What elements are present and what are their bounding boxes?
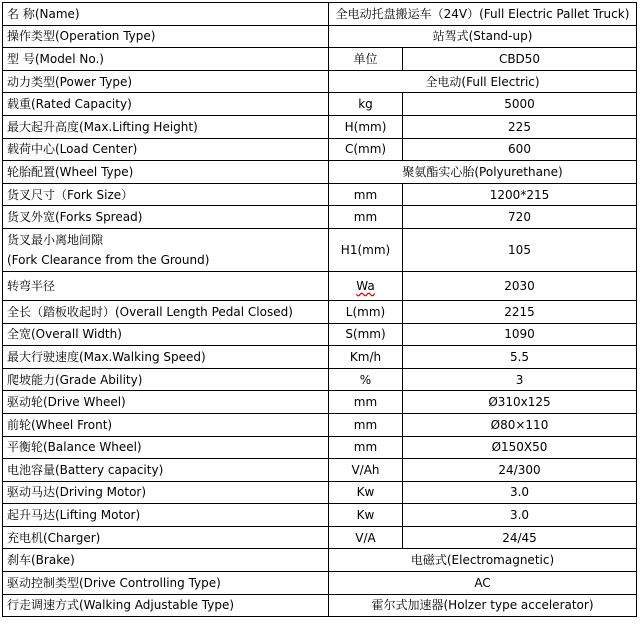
table-row [3, 436, 637, 459]
row-unit: S(mm) [329, 323, 403, 346]
table-row [3, 368, 637, 391]
row-label: 最大行驶速度(Max.Walking Speed) [3, 346, 329, 369]
row-label-line2: (Fork Clearance from the Ground) [7, 252, 210, 267]
row-label: 驱动马达(Driving Motor) [3, 481, 329, 504]
row-unit: V/Ah [329, 459, 403, 482]
row-value: 2215 [403, 300, 637, 323]
table-row [3, 93, 637, 116]
table-row [3, 346, 637, 369]
row-label: 型 号(Model No.) [3, 48, 329, 71]
row-value: 1200*215 [403, 183, 637, 206]
row-value: 聚氨酯实心胎(Polyurethane) [329, 161, 637, 184]
row-unit: mm [329, 391, 403, 414]
row-value: Ø310x125 [403, 391, 637, 414]
row-label: 平衡轮(Balance Wheel) [3, 436, 329, 459]
row-label: 操作类型(Operation Type) [3, 25, 329, 48]
row-unit: mm [329, 206, 403, 229]
row-value: 霍尔式加速器(Holzer type accelerator) [329, 594, 637, 617]
row-value: 全电动(Full Electric) [329, 70, 637, 93]
row-unit: mm [329, 183, 403, 206]
row-unit: 单位 [329, 48, 403, 71]
row-label: 电池容量(Battery capacity) [3, 459, 329, 482]
row-label: 驱动控制类型(Drive Controlling Type) [3, 572, 329, 595]
row-label: 充电机(Charger) [3, 526, 329, 549]
header-label: 名 称(Name) [3, 3, 329, 26]
table-row [3, 481, 637, 504]
row-label: 起升马达(Lifting Motor) [3, 504, 329, 527]
row-unit: Km/h [329, 346, 403, 369]
row-unit-text: Wa [356, 278, 375, 293]
row-value: Ø80×110 [403, 413, 637, 436]
row-label [3, 228, 329, 271]
row-value: 105 [403, 228, 637, 271]
row-label-line1: 货叉最小离地间隙 [7, 232, 104, 247]
row-value: 3.0 [403, 504, 637, 527]
table-row [3, 271, 637, 300]
row-unit: % [329, 368, 403, 391]
row-label: 爬坡能力(Grade Ability) [3, 368, 329, 391]
row-value: 225 [403, 115, 637, 138]
row-label: 最大起升高度(Max.Lifting Height) [3, 115, 329, 138]
row-label: 载重(Rated Capacity) [3, 93, 329, 116]
table-row-header [3, 3, 637, 26]
row-label: 行走调速方式(Walking Adjustable Type) [3, 594, 329, 617]
row-value: Ø150X50 [403, 436, 637, 459]
row-unit [329, 271, 403, 300]
table-row [3, 572, 637, 595]
table-row [3, 504, 637, 527]
header-value: 全电动托盘搬运车（24V）(Full Electric Pallet Truck) [329, 3, 637, 26]
row-value: 1090 [403, 323, 637, 346]
row-unit: L(mm) [329, 300, 403, 323]
row-value: 站驾式(Stand-up) [329, 25, 637, 48]
table-row [3, 323, 637, 346]
row-label: 货叉尺寸（Fork Size） [3, 183, 329, 206]
row-unit: kg [329, 93, 403, 116]
table-row [3, 549, 637, 572]
row-value: 600 [403, 138, 637, 161]
row-unit: C(mm) [329, 138, 403, 161]
row-unit: H(mm) [329, 115, 403, 138]
row-label: 全长（踏板收起时）(Overall Length Pedal Closed) [3, 300, 329, 323]
table-row [3, 206, 637, 229]
row-label: 全宽(Overall Width) [3, 323, 329, 346]
row-value: AC [329, 572, 637, 595]
row-label: 货叉外宽(Forks Spread) [3, 206, 329, 229]
table-row [3, 391, 637, 414]
row-value: 3 [403, 368, 637, 391]
table-row [3, 183, 637, 206]
table-row [3, 459, 637, 482]
row-label: 载荷中心(Load Center) [3, 138, 329, 161]
table-row [3, 115, 637, 138]
row-label: 前轮(Wheel Front) [3, 413, 329, 436]
row-value: CBD50 [403, 48, 637, 71]
table-row [3, 413, 637, 436]
row-label: 轮胎配置(Wheel Type) [3, 161, 329, 184]
row-unit: mm [329, 413, 403, 436]
row-unit: V/A [329, 526, 403, 549]
table-row [3, 138, 637, 161]
row-label: 转弯半径 [3, 271, 329, 300]
spec-table [2, 2, 637, 617]
row-unit: mm [329, 436, 403, 459]
table-row [3, 70, 637, 93]
row-value: 3.0 [403, 481, 637, 504]
row-label: 驱动轮(Drive Wheel) [3, 391, 329, 414]
table-row [3, 300, 637, 323]
row-value: 720 [403, 206, 637, 229]
row-value: 2030 [403, 271, 637, 300]
row-value: 电磁式(Electromagnetic) [329, 549, 637, 572]
row-unit: Kw [329, 481, 403, 504]
table-row [3, 526, 637, 549]
row-value: 5000 [403, 93, 637, 116]
row-value: 24/45 [403, 526, 637, 549]
row-label: 动力类型(Power Type) [3, 70, 329, 93]
table-row [3, 48, 637, 71]
row-unit: H1(mm) [329, 228, 403, 271]
row-label: 刹车(Brake) [3, 549, 329, 572]
table-row [3, 594, 637, 617]
row-unit: Kw [329, 504, 403, 527]
row-value: 24/300 [403, 459, 637, 482]
row-value: 5.5 [403, 346, 637, 369]
table-row [3, 25, 637, 48]
table-row [3, 228, 637, 271]
table-row [3, 161, 637, 184]
